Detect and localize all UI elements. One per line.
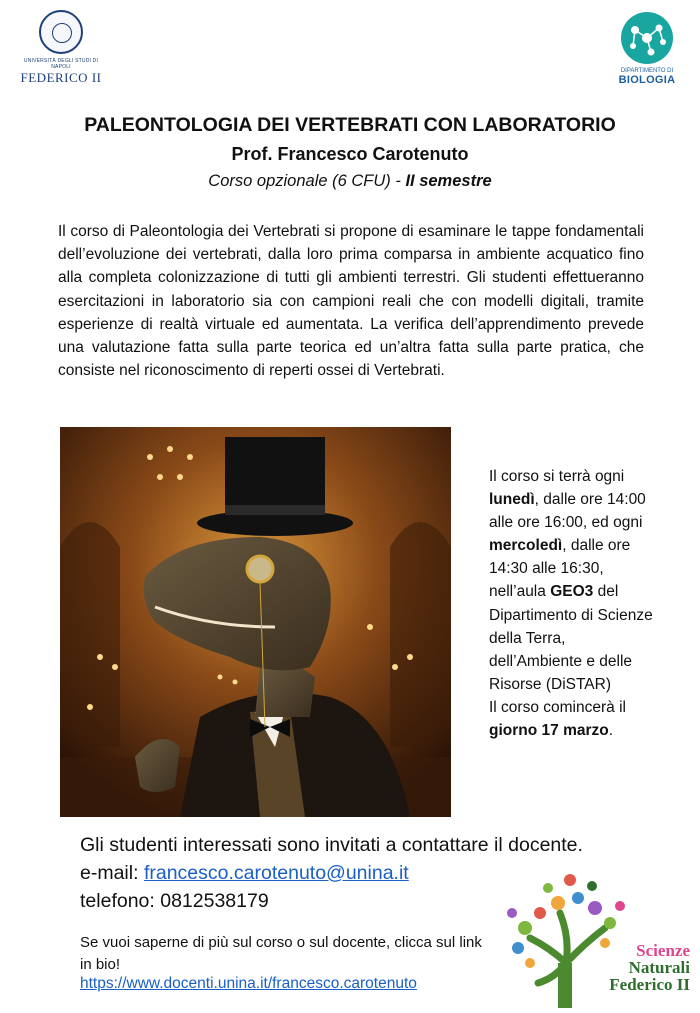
unina-logo <box>20 10 102 88</box>
semester: II semestre <box>405 172 492 190</box>
contact-phone: telefono: 0812538179 <box>80 890 269 912</box>
scienze-naturali-logo <box>500 868 690 1008</box>
schedule-place: del Dipartimento di Scienze della Terra, dell’Ambiente e delle Risorse (DiSTAR) <box>489 583 653 693</box>
sn-line-2: Naturali <box>628 958 690 977</box>
schedule-text <box>489 465 659 742</box>
course-type: Corso opzionale (6 CFU) - <box>208 172 406 190</box>
more-info-text: Se vuoi saperne di più sul corso o sul docente, clicca sul link in bio! <box>80 934 482 973</box>
course-info <box>0 172 700 191</box>
schedule-room: GEO3 <box>550 583 594 601</box>
biologia-name: BIOLOGIA <box>618 74 676 86</box>
biologia-logo <box>612 12 682 92</box>
contact-email-line <box>80 862 409 885</box>
email-link[interactable]: francesco.carotenuto@unina.it <box>143 862 409 884</box>
unina-seal-icon <box>39 10 83 54</box>
schedule-start-intro: Il corso comincerà il <box>489 698 626 716</box>
schedule-time-2: , dalle ore 14:30 alle 16:30, nell’aula <box>489 537 631 601</box>
sn-line-1: Scienze <box>636 941 690 960</box>
dinosaur-gentleman-image <box>60 427 451 817</box>
biologia-molecule-icon <box>621 12 673 64</box>
scienze-naturali-text <box>600 942 690 993</box>
schedule-start-end: . <box>608 722 614 740</box>
course-title: PALEONTOLOGIA DEI VERTEBRATI CON LABORATORIO <box>84 114 616 136</box>
professor-name: Prof. Francesco Carotenuto <box>231 144 469 164</box>
course-description: Il corso di Paleontologia dei Vertebrati si propone di esaminare le tappe fondamentali dell’evoluzione dei vertebrati, dalla loro prima comparsa in ambiente acquatico fino alla completa colonizzazione di tutti gli ambienti terrestri. Gli studenti effettueranno esercitazioni in laboratorio sia con campioni reali che con modelli digitali, tramite esperienze di realtà virtuale ed aumentata. La verifica dell’apprendimento prevede una valutazione fatta sulla parte teorica ed un’altra fatta sulla parte pratica, che consiste nel riconoscimento di reperti ossei di Vertebrati. <box>58 223 644 380</box>
contact-invite: Gli studenti interessati sono invitati a contattare il docente. <box>80 834 583 856</box>
schedule-time-1: , dalle ore 14:00 alle ore 16:00, ed ogni <box>489 491 646 532</box>
unina-name: FEDERICO II <box>20 70 102 85</box>
email-label: e-mail: <box>80 862 144 884</box>
biologia-small-text: DIPARTIMENTO DI <box>620 68 674 74</box>
docenti-link[interactable]: https://www.docenti.unina.it/francesco.carotenuto <box>80 975 417 992</box>
sn-line-3: Federico II <box>609 975 690 994</box>
schedule-intro: Il corso si terrà ogni <box>489 468 625 485</box>
schedule-day-1: lunedì <box>489 491 535 509</box>
schedule-start-date: giorno 17 marzo <box>489 722 609 740</box>
unina-small-text: UNIVERSITÀ DEGLI STUDI DI NAPOLI <box>23 58 99 70</box>
schedule-day-2: mercoledì <box>489 537 563 555</box>
